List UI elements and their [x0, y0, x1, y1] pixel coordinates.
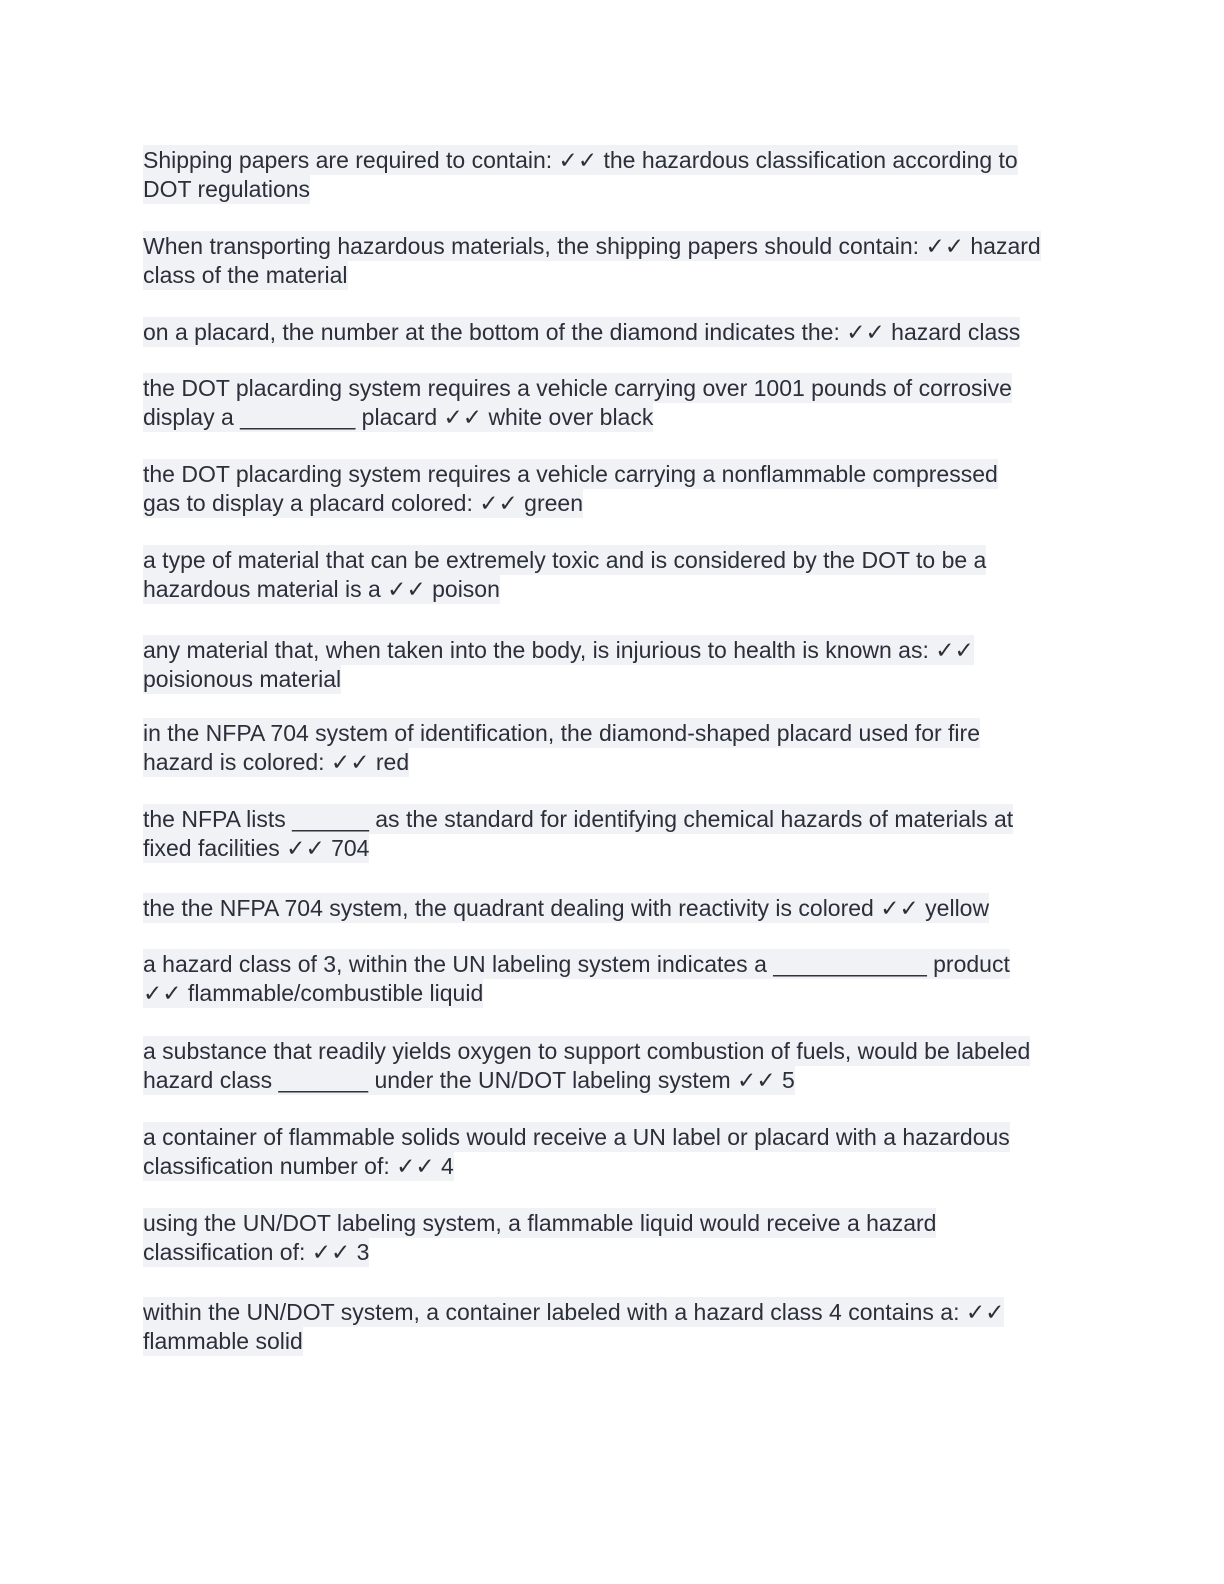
qa-item [143, 636, 1083, 694]
qa-line: the the NFPA 704 system, the quadrant dealing with reactivity is colored ✓✓ yellow [143, 895, 990, 921]
qa-item [143, 1123, 1083, 1181]
qa-item [143, 318, 1083, 347]
qa-line: display a _________ placard ✓✓ white over black [143, 404, 654, 430]
qa-item [143, 460, 1083, 518]
qa-line: using the UN/DOT labeling system, a flammable liquid would receive a hazard [143, 1210, 937, 1236]
qa-line: classification number of: ✓✓ 4 [143, 1153, 454, 1179]
qa-line: the DOT placarding system requires a vehicle carrying a nonflammable compressed [143, 461, 998, 487]
qa-item [143, 950, 1083, 1008]
qa-line: classification of: ✓✓ 3 [143, 1239, 370, 1265]
qa-item [143, 232, 1083, 290]
qa-line: a substance that readily yields oxygen to support combustion of fuels, would be labeled [143, 1038, 1031, 1064]
qa-line: in the NFPA 704 system of identification, the diamond-shaped placard used for fire [143, 720, 980, 746]
qa-item [143, 1298, 1083, 1356]
qa-line: fixed facilities ✓✓ 704 [143, 835, 370, 861]
qa-line: When transporting hazardous materials, the shipping papers should contain: ✓✓ hazard [143, 233, 1041, 259]
qa-line: hazard is colored: ✓✓ red [143, 749, 410, 775]
qa-line: the DOT placarding system requires a vehicle carrying over 1001 pounds of corrosive [143, 375, 1012, 401]
qa-line: hazard class _______ under the UN/DOT labeling system ✓✓ 5 [143, 1067, 795, 1093]
qa-line: on a placard, the number at the bottom of the diamond indicates the: ✓✓ hazard class [143, 319, 1021, 345]
qa-line: flammable solid [143, 1328, 303, 1354]
qa-line: hazardous material is a ✓✓ poison [143, 576, 500, 602]
qa-line: a hazard class of 3, within the UN labeling system indicates a ____________ product [143, 951, 1010, 977]
qa-line: the NFPA lists ______ as the standard for identifying chemical hazards of materials at [143, 806, 1014, 832]
qa-item [143, 146, 1083, 204]
qa-line: a container of flammable solids would receive a UN label or placard with a hazardous [143, 1124, 1010, 1150]
qa-line: any material that, when taken into the body, is injurious to health is known as: ✓✓ [143, 637, 974, 663]
qa-item [143, 894, 1083, 923]
qa-item [143, 1037, 1083, 1095]
qa-line: a type of material that can be extremely toxic and is considered by the DOT to be a [143, 547, 987, 573]
qa-line: class of the material [143, 262, 348, 288]
qa-item [143, 374, 1083, 432]
qa-line: DOT regulations [143, 176, 311, 202]
qa-item [143, 805, 1083, 863]
qa-line: Shipping papers are required to contain: ✓✓ the hazardous classification according to [143, 147, 1018, 173]
qa-item [143, 719, 1083, 777]
qa-line: ✓✓ flammable/combustible liquid [143, 980, 484, 1006]
qa-line: poisionous material [143, 666, 342, 692]
qa-line: within the UN/DOT system, a container labeled with a hazard class 4 contains a: ✓✓ [143, 1299, 1005, 1325]
qa-line: gas to display a placard colored: ✓✓ green [143, 490, 584, 516]
qa-item [143, 546, 1083, 604]
qa-item [143, 1209, 1083, 1267]
